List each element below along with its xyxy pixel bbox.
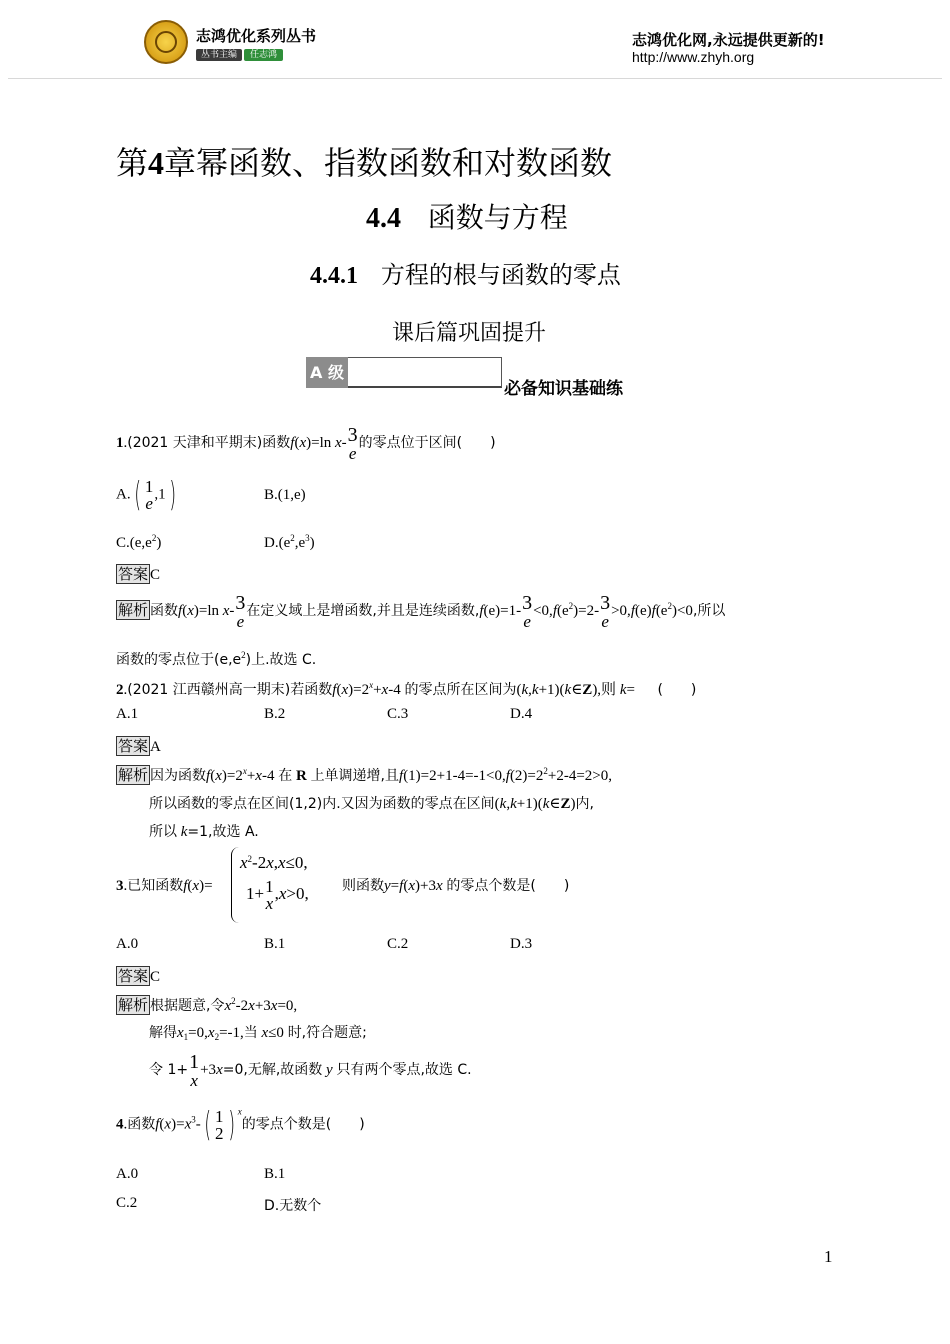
level-name: 必备知识基础练 <box>504 379 623 399</box>
q3-option-d: D.3 <box>510 936 533 952</box>
editor-badge <box>196 47 283 60</box>
header-url[interactable]: http://www.zhyh.org <box>632 49 755 65</box>
q3-analysis-line1: 解析 根据题意,令$x^2-2x+3x=0$, <box>118 996 298 1014</box>
page-number: 1 <box>824 1247 833 1266</box>
piecewise-brace <box>231 847 240 923</box>
q2-option-b: B.2 <box>264 706 286 722</box>
series-title: 志鸿优化系列丛书 <box>196 27 317 45</box>
q1-analysis: 解析 函数f(x)=ln x- 3 e 在定义域上是增函数,并且是连续函数,f(e)=1- 3 e $<0,f(e^2)=2-$ 3 e $>0,f(e)f(e^2)<0$,所以 <box>118 592 726 631</box>
q3-answer: 答案 C <box>118 967 161 985</box>
after-class-heading: 课后篇巩固提升 <box>392 321 547 346</box>
q3-analysis-line2: 解得$x_1=0,x_2=-1$,当 x≤0 时,符合题意; <box>149 1025 367 1042</box>
chapter-title: 第4章幂函数、指数函数和对数函数 <box>116 144 613 182</box>
series-logo <box>144 20 188 64</box>
q3-option-a: A.0 <box>116 936 139 952</box>
editor-name: 任志鸿 <box>244 49 283 61</box>
editor-label: 丛书主编 <box>196 49 242 61</box>
q3-stem-tail: 则函数y=f(x)+3x 的零点个数是( ) <box>342 878 570 894</box>
q1-option-c: $C.(e,e^2)$ <box>116 533 162 551</box>
q3-option-c: C.2 <box>387 936 409 952</box>
q1-stem: 1.(2021 天津和平期末)函数f(x)=ln x- 3 e 的零点位于区间( ) <box>116 424 496 463</box>
q2-analysis-line1: 解析 因为函数$f(x)=2^x+x-4$ 在 R 上单调递增,且$f(1)=2+1-4=-1<0,f(2)=2^2+2-4=2>0$, <box>118 766 613 784</box>
q2-stem: 2.(2021 江西赣州高一期末)若函数$f(x)=2^x+x-4$ 的零点所在区间为(k,k+1)(k∈Z),则 k= ( ) <box>116 680 697 698</box>
q3-piece-1: $x^2-2x,x\le 0$, <box>240 853 308 872</box>
q1-option-a: A.( 1 e ,1) <box>116 475 176 515</box>
q3-piece-2: 1+ 1 x ,x>0, <box>246 877 309 913</box>
level-blank <box>348 357 502 388</box>
q2-analysis-line3: 所以 k=1,故选 A. <box>149 824 259 840</box>
q4-option-c: C.2 <box>116 1195 138 1211</box>
q4-stem: 4.函数$f(x)=x^3-$( 1 2 ) $^x$的零点个数是( ) <box>116 1105 365 1145</box>
q3-analysis-line3: 令 1+ 1 x +3x=0,无解,故函数 y 只有两个零点,故选 C. <box>149 1051 472 1090</box>
q2-analysis-line2: 所以函数的零点在区间(1,2)内.又因为函数的零点在区间(k,k+1)(k∈Z)内, <box>149 796 594 812</box>
q1-option-d: $D.(e^2,e^3)$ <box>264 533 315 551</box>
subsection-title: 4.4.1 方程的根与函数的零点 <box>310 261 621 289</box>
header-divider <box>8 78 942 79</box>
q2-option-c: C.3 <box>387 706 409 722</box>
q4-option-d: D.无数个 <box>264 1198 322 1214</box>
q4-option-b: B.1 <box>264 1166 286 1182</box>
q3-option-b: B.1 <box>264 936 286 952</box>
q2-answer: 答案 A <box>118 737 161 755</box>
q2-option-a: A.1 <box>116 706 139 722</box>
q2-option-d: D.4 <box>510 706 533 722</box>
q4-option-a: A.0 <box>116 1166 139 1182</box>
q1-analysis-line2: 函数的零点位于$(e,e^2)$上.故选 C. <box>116 650 317 668</box>
q1-option-b: B.(1,e) <box>264 487 306 503</box>
header-slogan: 志鸿优化网,永远提供更新的! <box>632 31 825 49</box>
q1-answer: 答案 C <box>118 565 161 583</box>
level-badge: A 级 <box>306 357 348 388</box>
q3-stem: 3.已知函数f(x)= <box>116 878 213 894</box>
section-title: 4.4 函数与方程 <box>366 201 568 234</box>
